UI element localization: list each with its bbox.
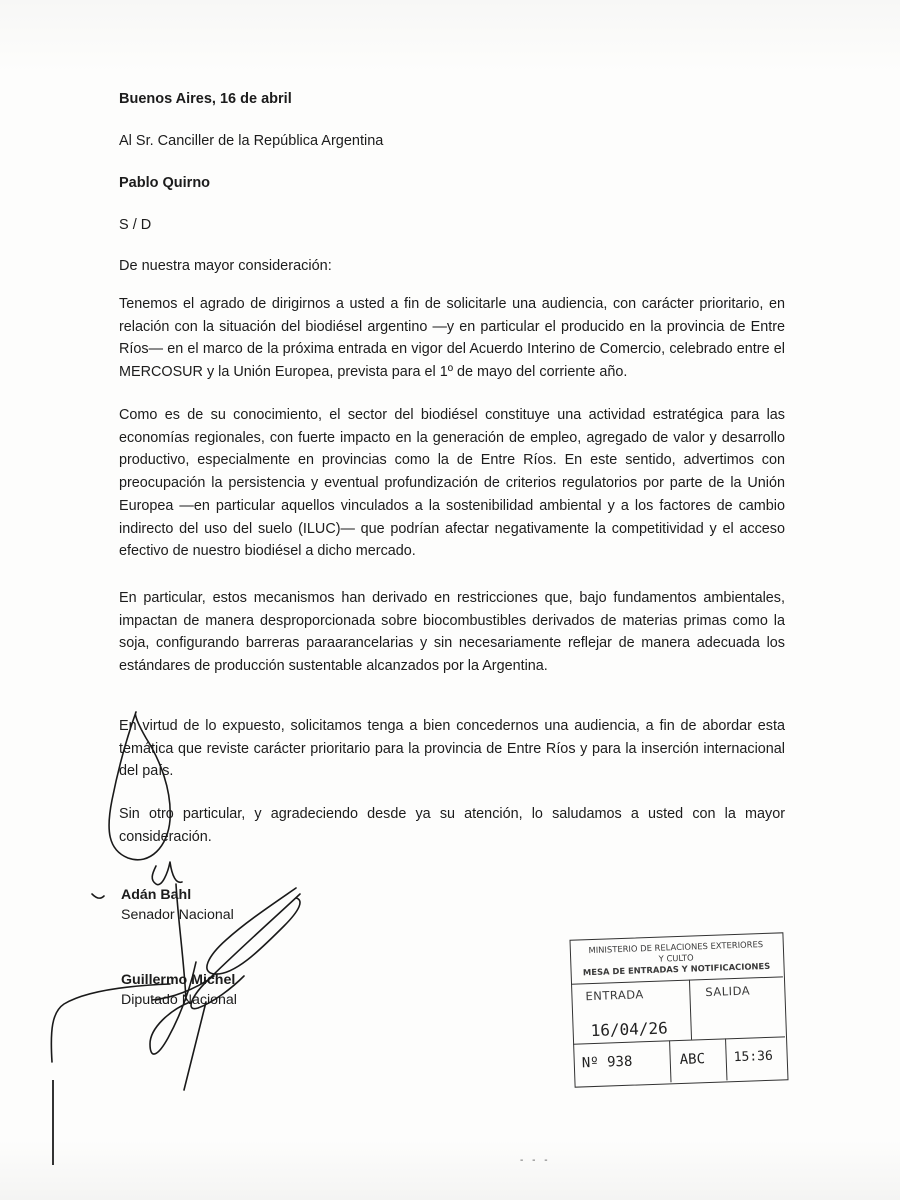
paragraph-4: En virtud de lo expuesto, solicitamos tenga a bien concedernos una audiencia, a fin de abordar esta temática que reviste carácter prioritario para la provincia de Entre Ríos y para la inserción internacional del país. — [119, 718, 785, 780]
addressee-name: Pablo Quirno — [119, 175, 211, 191]
paragraph-3: En particular, estos mecanismos han derivado en restricciones que, bajo fundamentos ambientales, impactan de manera desproporcionada sobre biocombustibles derivados de materias primas como la soja, configurando barreras paraarancelarias y sin necesariamente reflejar de manera adecuada los estándares de producción sustentable alcanzados por la Argentina. — [119, 590, 785, 675]
stamp-initials: ABC — [679, 1051, 706, 1068]
signer-1-name: Adán Bahl — [121, 887, 192, 903]
signature-2-stroke — [184, 1002, 206, 1090]
stamp-handwritten-date: 16/04/26 — [590, 1018, 669, 1041]
addressee-line: Al Sr. Canciller de la República Argentina — [119, 133, 384, 149]
paragraph-1: Tenemos el agrado de dirigirnos a usted a fin de solicitarle una audiencia, con carácter prioritario, en relación con la situación del biodiésel argentino —y en particular el producido en la provincia de Entre Ríos— en el marco de la próxima entrada en vigor del Acuerdo Interino de Comercio, celebrado entre el MERCOSUR y la Unión Europea, prevista para el 1º de mayo del corriente año. — [119, 296, 785, 381]
paragraph-2: Como es de su conocimiento, el sector del biodiésel constituye una actividad estratégica para las economías regionales, con fuerte impacto en la generación de empleo, agregado de valor y desarrollo productivo, especialmente en provincias como la de Entre Ríos. En este sentido, advertimos con preocupación la persistencia y eventual profundización de criterios regulatorios por parte de la Unión Europea —en particular aquellos vinculados a la sostenibilidad ambiental y a los factores de cambio indirecto del uso del suelo (ILUC)— que podrían afectar negativamente la competitividad y el acceso efectivo de nuestro biodiésel a dicho mercado. — [119, 407, 785, 560]
signer-2-name: Guillermo Michel — [121, 972, 236, 988]
salutation: De nuestra mayor consideración: — [119, 258, 332, 274]
stamp-entrada-label: ENTRADA — [585, 987, 644, 1004]
footer-marks: - - - — [520, 1155, 551, 1166]
left-margin-stroke — [52, 1080, 54, 1165]
stamp-time: 15:36 — [733, 1048, 774, 1066]
sd-line: S / D — [119, 217, 152, 233]
paragraph-5: Sin otro particular, y agradeciendo desde ya su atención, lo saludamos a usted con la mayor consideración. — [119, 806, 785, 845]
stamp-office: MESA DE ENTRADAS Y NOTIFICACIONES — [582, 960, 771, 978]
signer-2-title: Diputado Nacional — [121, 992, 237, 1008]
stamp-culto: Y CULTO — [658, 952, 694, 964]
signer-1-title: Senador Nacional — [121, 907, 234, 923]
stamp-ministry: MINISTERIO DE RELACIONES EXTERIORES — [588, 939, 764, 956]
signature-1-stroke — [92, 894, 104, 898]
stamp-salida-label: SALIDA — [705, 983, 751, 1000]
stamp-number: Nº 938 — [581, 1053, 633, 1072]
letter-date: Buenos Aires, 16 de abril — [119, 91, 292, 107]
signature-1-stroke — [152, 862, 182, 885]
signature-2-stroke — [207, 888, 300, 974]
registry-stamp — [569, 932, 788, 1087]
